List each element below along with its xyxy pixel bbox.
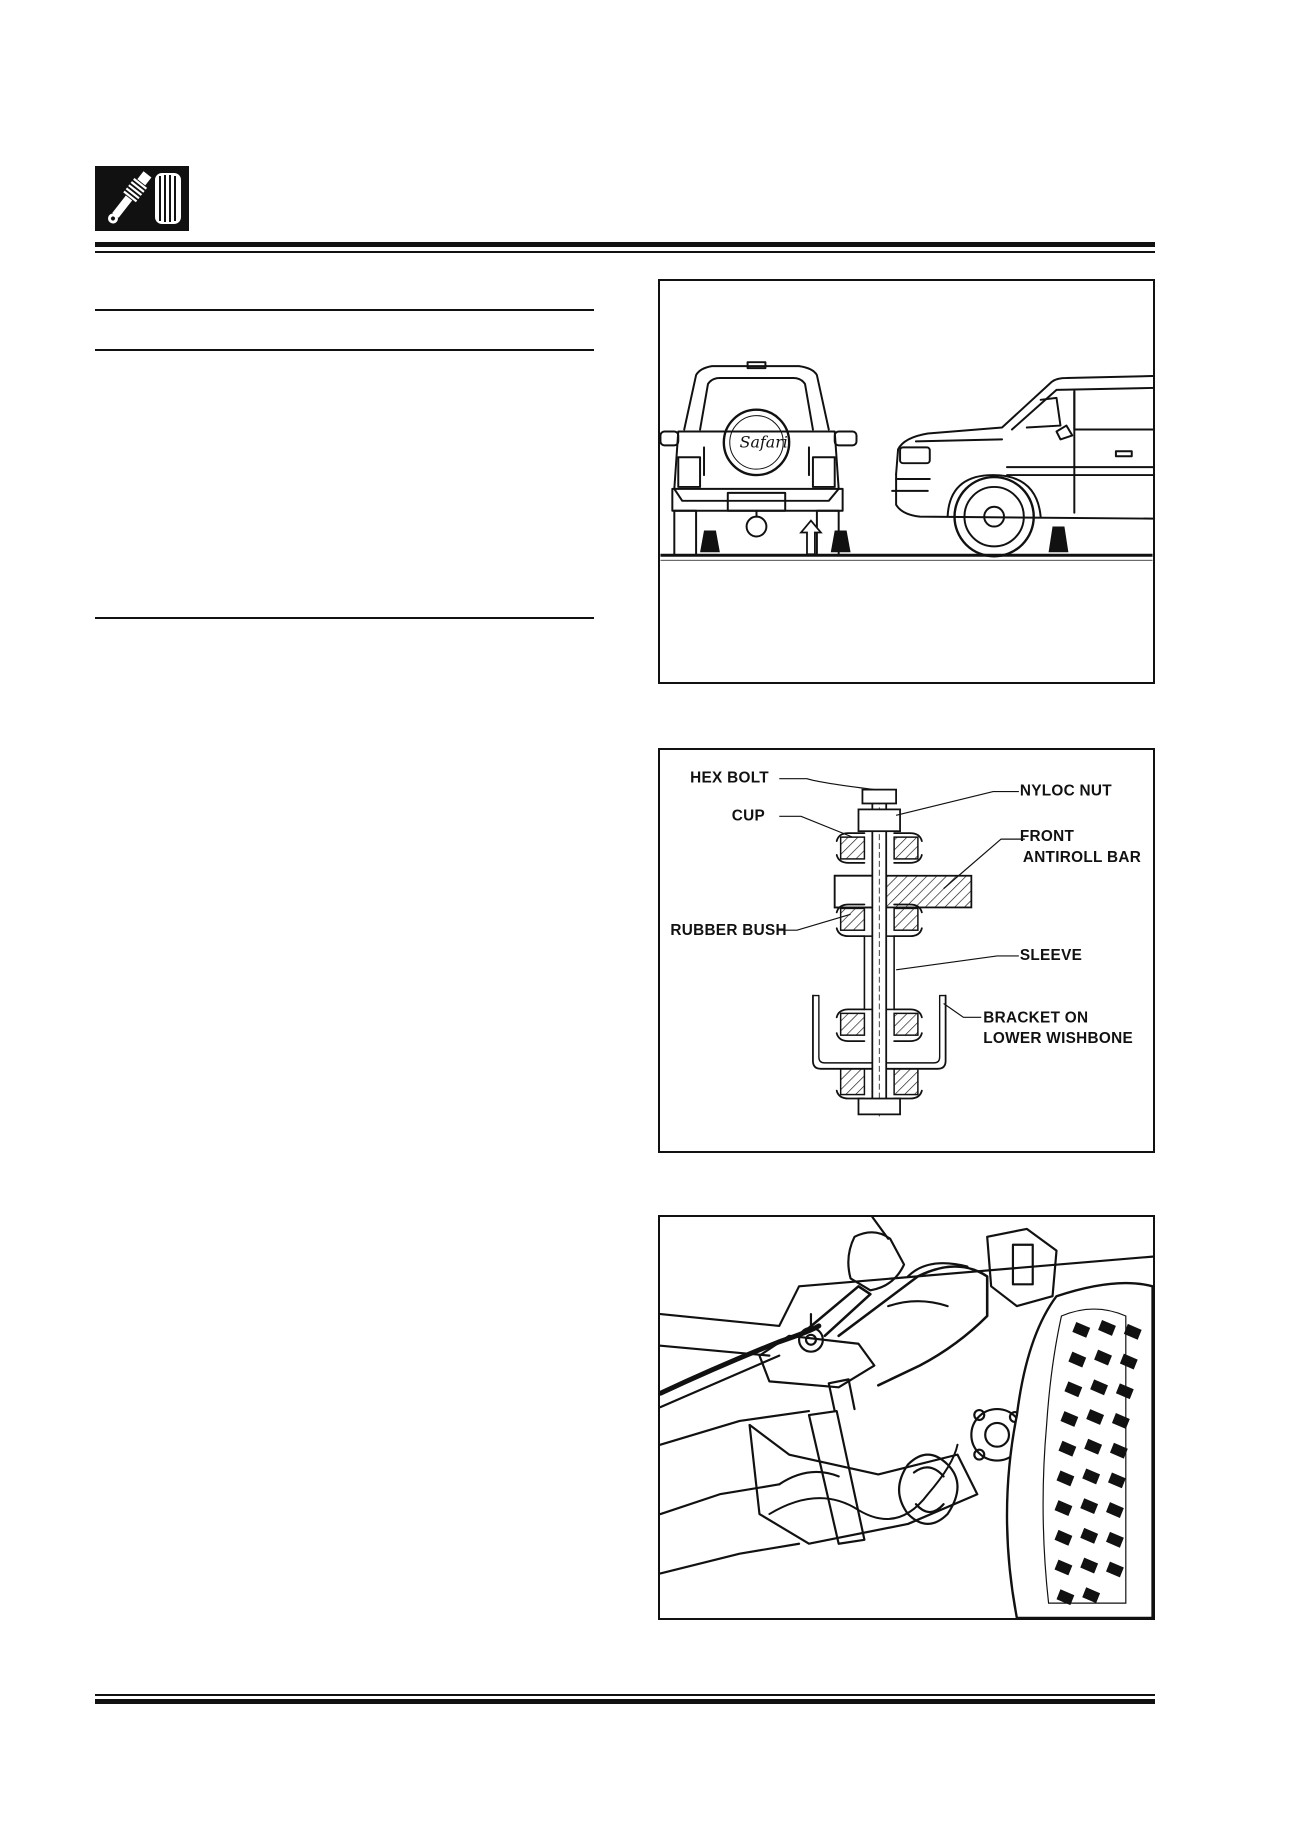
- vehicle-illustration: [660, 281, 1153, 682]
- axle-stand-rear: [700, 531, 850, 553]
- label-front-antiroll-bar-1: FRONT: [1019, 828, 1075, 846]
- figure-vehicle-on-stands: [658, 279, 1155, 684]
- section-icon: [95, 166, 189, 231]
- label-bracket-1: BRACKET ON: [983, 1009, 1089, 1027]
- label-cup: CUP: [731, 807, 766, 825]
- label-sleeve: SLEEVE: [1019, 946, 1083, 964]
- header-rule-thick: [95, 242, 1155, 247]
- shock-absorber-and-tyre-icon: [95, 166, 189, 231]
- axle-stand-side: [1049, 527, 1069, 553]
- label-hex-bolt: HEX BOLT: [690, 769, 769, 787]
- label-bracket-2: LOWER WISHBONE: [983, 1030, 1134, 1048]
- suspension-illustration: [660, 1217, 1153, 1618]
- text-column-rule-3: [95, 617, 594, 619]
- spare-wheel-script: Safari: [739, 432, 788, 452]
- label-nyloc-nut: NYLOC NUT: [1019, 782, 1112, 800]
- footer-rule-thin: [95, 1694, 1155, 1696]
- footer-rule-thick: [95, 1699, 1155, 1704]
- label-front-antiroll-bar-2: ANTIROLL BAR: [1022, 848, 1142, 866]
- header-rule-thin: [95, 251, 1155, 253]
- text-column-rule-1: [95, 309, 594, 311]
- figure-antiroll-bar-link: [658, 748, 1155, 1153]
- hex-bolt-head: [862, 790, 896, 804]
- lift-arrow-icon: [801, 521, 821, 555]
- text-column-rule-2: [95, 349, 594, 351]
- vehicle-side-view: [892, 376, 1152, 556]
- label-rubber-bush: RUBBER BUSH: [670, 922, 787, 940]
- figure-front-suspension-assembly: [658, 1215, 1155, 1620]
- vehicle-rear-view: [660, 362, 856, 555]
- antiroll-link-diagram: [660, 750, 1153, 1151]
- nyloc-nut: [858, 809, 900, 831]
